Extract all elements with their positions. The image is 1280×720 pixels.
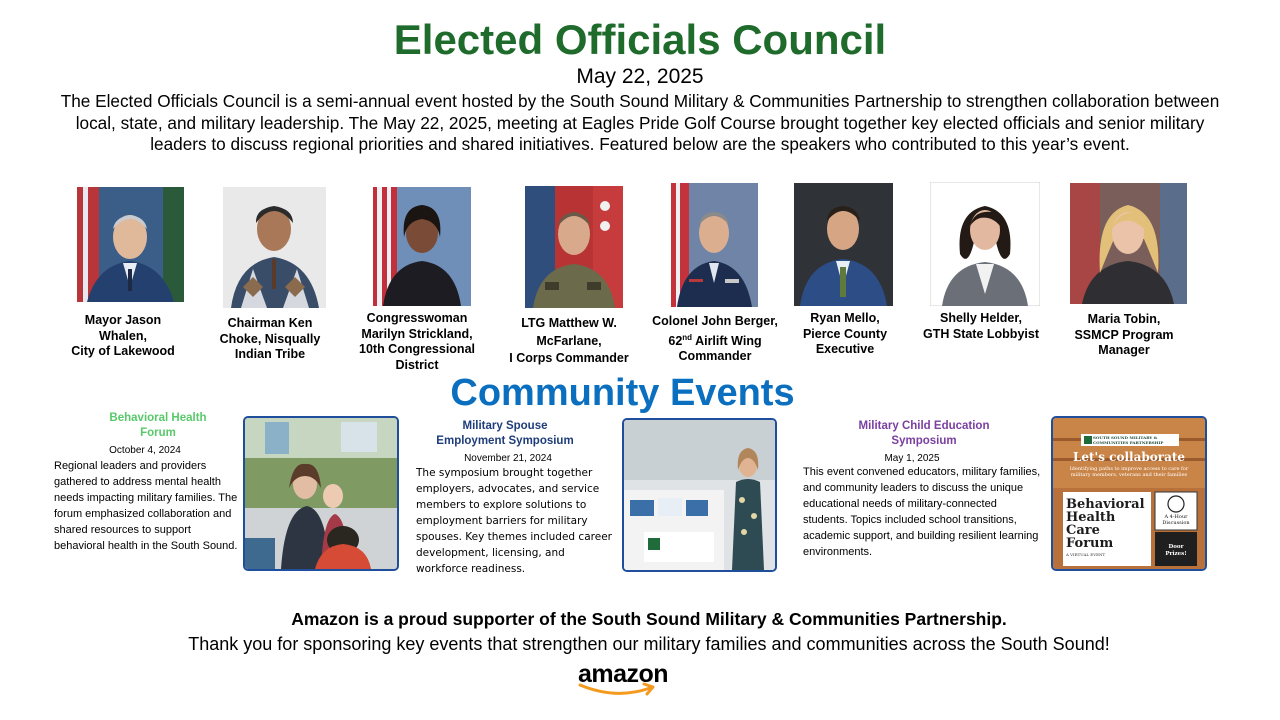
speaker-name-mello: Ryan Mello, Pierce County Executive [802, 311, 888, 356]
amazon-logo [566, 660, 680, 700]
event-title-spouse-employment: Military Spouse Employment Symposium [436, 420, 574, 447]
speaker-name-berger-line2: 62nd Airlift Wing [668, 332, 762, 348]
event-date-spouse-employment: November 21, 2024 [464, 453, 552, 464]
intro-paragraph: The Elected Officials Council is a semi-annual event hosted by the South Sound Military & Communities Partnership to strengthen collaboration between local, state, and military leadership. The May 22, 2025, meeting at Eagles Pride Golf Course brought together key elected officials and senior military leaders to discuss regional priorities and shared initiatives. Featured below are the speakers who contributed to this year’s event. [60, 91, 1220, 154]
event-title-child-education: Military Child Education Symposium [858, 420, 990, 447]
event-poster-behavioral-health-care-forum [1051, 416, 1207, 571]
speaker-photo-mcfarlane [525, 186, 623, 308]
event-date-child-education: May 1, 2025 [884, 453, 940, 464]
poster-event-name: Behavioral Health Care Forum [1066, 497, 1145, 551]
poster-event-sub: A VIRTUAL EVENT [1066, 552, 1106, 557]
page-title: Elected Officials Council [393, 16, 887, 63]
speaker-name-choke: Chairman Ken Choke, Nisqually Indian Tribe [219, 316, 321, 361]
speaker-photo-whalen [77, 187, 184, 302]
speaker-photo-tobin [1070, 183, 1187, 304]
poster-tagline: Identifying paths to improve access to care for military members, veterans and their families [1069, 466, 1189, 478]
event-date: May 22, 2025 [576, 65, 704, 88]
speaker-photo-strickland [373, 187, 471, 306]
speaker-name-whalen: Mayor Jason Whalen, City of Lakewood [71, 313, 175, 358]
poster-badge-discussion: A 4-Hour Discussion [1162, 514, 1190, 526]
poster-headline: Let's collaborate [1072, 450, 1186, 464]
sponsor-thanks: Thank you for sponsoring key events that strengthen our military families and communities across the South Sound! [188, 634, 1110, 654]
event-photo-behavioral-health [243, 416, 399, 571]
speaker-name-berger: Colonel John Berger, 62nd Airlift Wing Commander [640, 314, 790, 365]
speaker-photo-mello [794, 183, 893, 306]
sponsor-statement: Amazon is a proud supporter of the South Sound Military & Communities Partnership. [291, 609, 1007, 629]
community-events-title: Community Events [450, 372, 795, 414]
event-desc-behavioral-health: Regional leaders and providers gathered to address mental health needs impacting military families. The forum emphasized collaboration and shared resources to support behavioral health in the South Sound. [54, 460, 238, 552]
speaker-name-helder: Shelly Helder, GTH State Lobbyist [923, 311, 1039, 341]
event-photo-spouse-employment [622, 418, 777, 572]
amazon-logo-word: amazon [577, 660, 669, 688]
poster-badge-prizes: Door Prizes! [1165, 544, 1187, 557]
event-date-behavioral-health: October 4, 2024 [109, 445, 181, 456]
event-desc-spouse-employment: The symposium brought together employers, advocates, and service members to explore solutions to employment barriers for military spouses. Key themes included career development, licensing, and workforce readiness. [416, 467, 612, 575]
poster-org: SOUTH SOUND MILITARY & COMMUNITIES PARTNERSHIP [1093, 435, 1164, 445]
speaker-name-mcfarlane: LTG Matthew W. McFarlane, I Corps Commander [509, 316, 629, 365]
event-title-behavioral-health: Behavioral Health Forum [109, 412, 207, 439]
speaker-photo-helder [930, 182, 1040, 306]
amazon-smile-icon [566, 660, 680, 700]
speaker-name-tobin: Maria Tobin, SSMCP Program Manager [1074, 312, 1174, 357]
speaker-photo-berger [671, 183, 758, 307]
event-desc-child-education: This event convened educators, military families, and community leaders to discuss the unique educational needs of military-connected students. Topics included school transitions, academic support, and building resilient learning environments. [803, 466, 1041, 558]
speaker-photo-choke [223, 187, 326, 308]
speaker-name-strickland: Congresswoman Marilyn Strickland, 10th Congressional District [359, 311, 475, 372]
